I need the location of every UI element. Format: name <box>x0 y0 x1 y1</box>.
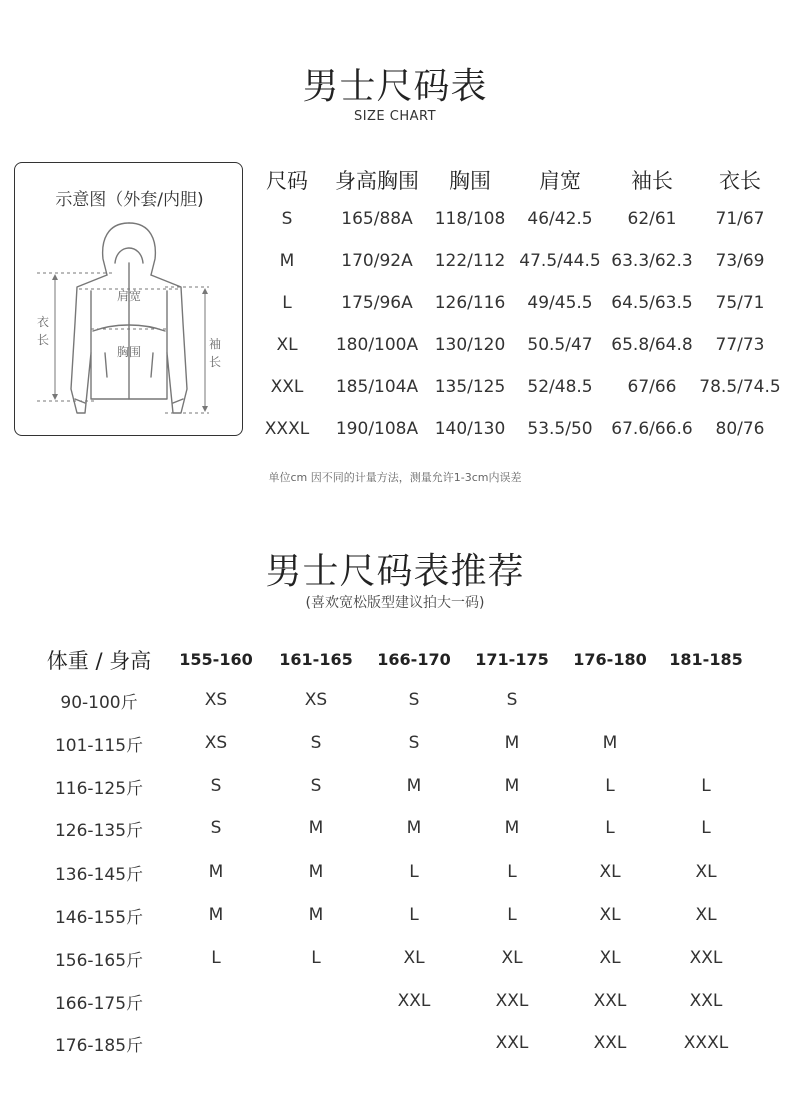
weight-range-label: 156-165斤 <box>54 951 144 971</box>
size-chart-cell: 165/88A <box>341 209 413 229</box>
recommended-size-cell: S <box>210 818 222 838</box>
recommended-size-cell: S <box>408 733 420 753</box>
recommended-size-cell: XL <box>695 862 717 882</box>
weight-range-label: 176-185斤 <box>54 1036 144 1056</box>
size-chart-cell: 140/130 <box>434 419 506 439</box>
size-chart-cell: 75/71 <box>715 293 765 313</box>
recommended-size-cell: XS <box>304 690 328 710</box>
size-chart-cell: 118/108 <box>434 209 506 229</box>
measurement-note: 单位cm 因不同的计量方法，测量允许1-3cm内误差 <box>268 471 522 484</box>
recommended-size-cell: XXL <box>689 991 723 1011</box>
recommended-size-cell: XXL <box>593 1033 627 1053</box>
size-chart-cell: 122/112 <box>434 251 506 271</box>
recommended-size-cell: XL <box>695 905 717 925</box>
recommended-size-cell: M <box>208 862 224 882</box>
size-chart-cell: 78.5/74.5 <box>699 377 781 397</box>
size-chart-cell: XXXL <box>264 419 310 439</box>
jacket-diagram <box>14 162 243 436</box>
recommended-size-cell: L <box>311 948 321 968</box>
size-chart-cell: XXL <box>270 377 304 397</box>
recommended-size-cell: M <box>504 733 520 753</box>
recommended-size-cell: L <box>211 948 221 968</box>
recommended-size-cell: XS <box>204 690 228 710</box>
weight-range-label: 146-155斤 <box>54 908 144 928</box>
recommended-size-cell: L <box>507 862 517 882</box>
size-chart-cell: XL <box>276 335 298 355</box>
size-chart-cell: 126/116 <box>434 293 506 313</box>
height-range-header: 161-165 <box>279 650 353 669</box>
size-chart-cell: 175/96A <box>341 293 413 313</box>
recommended-size-cell: XXXL <box>683 1033 729 1053</box>
weight-range-label: 136-145斤 <box>54 865 144 885</box>
shoulder-label: 肩宽 <box>116 289 142 303</box>
size-chart-cell: 77/73 <box>715 335 765 355</box>
weight-range-label: 90-100斤 <box>60 693 138 713</box>
size-chart-title: 男士尺码表 <box>302 66 488 107</box>
recommended-size-cell: S <box>506 690 518 710</box>
weight-range-label: 126-135斤 <box>54 821 144 841</box>
recommended-size-cell: XL <box>403 948 425 968</box>
size-chart-cell: 71/67 <box>715 209 765 229</box>
size-chart-cell: S <box>281 209 293 229</box>
recommended-size-cell: M <box>504 776 520 796</box>
weight-range-label: 166-175斤 <box>54 994 144 1014</box>
size-chart-cell: L <box>282 293 292 313</box>
recommended-size-cell: XXL <box>689 948 723 968</box>
size-chart-header: 袖长 <box>631 169 673 193</box>
recommended-size-cell: S <box>310 733 322 753</box>
size-chart-cell: 73/69 <box>715 251 765 271</box>
size-chart-header: 衣长 <box>719 169 761 193</box>
recommended-size-cell: L <box>409 905 419 925</box>
recommended-size-cell: XL <box>599 862 621 882</box>
recommended-size-cell: XL <box>599 905 621 925</box>
recommended-size-cell: M <box>406 818 422 838</box>
size-chart-cell: 67/66 <box>627 377 677 397</box>
recommended-size-cell: M <box>308 818 324 838</box>
recommended-size-cell: S <box>210 776 222 796</box>
recommended-size-cell: XS <box>204 733 228 753</box>
recommended-size-cell: XXL <box>397 991 431 1011</box>
recommended-size-cell: L <box>409 862 419 882</box>
recommended-size-cell: XXL <box>495 991 529 1011</box>
recommended-size-cell: XL <box>501 948 523 968</box>
recommended-size-cell: M <box>406 776 422 796</box>
chest-label: 胸围 <box>116 345 142 359</box>
size-chart-cell: 80/76 <box>715 419 765 439</box>
recommended-size-cell: M <box>308 905 324 925</box>
size-chart-cell: 49/45.5 <box>527 293 593 313</box>
recommended-size-cell: S <box>310 776 322 796</box>
length-label: 衣长 <box>37 315 50 347</box>
diagram-caption: 示意图（外套/内胆) <box>55 190 204 210</box>
size-chart-cell: 62/61 <box>627 209 677 229</box>
size-chart-cell: 53.5/50 <box>527 419 593 439</box>
size-chart-subtitle: SIZE CHART <box>353 109 437 124</box>
weight-range-label: 116-125斤 <box>54 779 144 799</box>
recommended-size-cell: M <box>602 733 618 753</box>
recommend-title: 男士尺码表推荐 <box>265 551 525 592</box>
size-chart-cell: 130/120 <box>434 335 506 355</box>
recommend-subtitle: (喜欢宽松版型建议拍大一码) <box>305 595 485 611</box>
size-chart-header: 胸围 <box>449 169 491 193</box>
recommended-size-cell: XXL <box>593 991 627 1011</box>
recommended-size-cell: L <box>605 818 615 838</box>
size-chart-cell: 63.3/62.3 <box>611 251 693 271</box>
recommended-size-cell: M <box>308 862 324 882</box>
height-range-header: 155-160 <box>179 650 253 669</box>
size-chart-cell: 67.6/66.6 <box>611 419 693 439</box>
size-chart-cell: 185/104A <box>335 377 419 397</box>
recommended-size-cell: S <box>408 690 420 710</box>
weight-range-label: 101-115斤 <box>54 736 144 756</box>
size-chart-cell: 190/108A <box>335 419 419 439</box>
recommended-size-cell: M <box>504 818 520 838</box>
size-chart-cell: 180/100A <box>335 335 419 355</box>
size-chart-cell: 64.5/63.5 <box>611 293 693 313</box>
recommended-size-cell: L <box>701 776 711 796</box>
size-chart-cell: 135/125 <box>434 377 506 397</box>
size-chart-cell: 46/42.5 <box>527 209 593 229</box>
height-range-header: 166-170 <box>377 650 451 669</box>
recommended-size-cell: XXL <box>495 1033 529 1053</box>
size-chart-cell: 52/48.5 <box>527 377 593 397</box>
size-chart-cell: 65.8/64.8 <box>611 335 693 355</box>
size-chart-header: 尺码 <box>266 169 308 193</box>
height-range-header: 171-175 <box>475 650 549 669</box>
recommended-size-cell: L <box>701 818 711 838</box>
size-chart-header: 肩宽 <box>539 169 581 193</box>
sleeve-label: 袖长 <box>209 337 222 369</box>
size-chart-cell: 47.5/44.5 <box>519 251 601 271</box>
recommended-size-cell: L <box>605 776 615 796</box>
size-chart-cell: 170/92A <box>341 251 413 271</box>
height-range-header: 181-185 <box>669 650 743 669</box>
size-chart-cell: M <box>279 251 295 271</box>
height-range-header: 176-180 <box>573 650 647 669</box>
recommended-size-cell: M <box>208 905 224 925</box>
recommend-corner-header: 体重 / 身高 <box>46 649 152 673</box>
recommended-size-cell: L <box>507 905 517 925</box>
size-chart-cell: 50.5/47 <box>527 335 593 355</box>
size-chart-header: 身高胸围 <box>335 169 419 193</box>
recommended-size-cell: XL <box>599 948 621 968</box>
